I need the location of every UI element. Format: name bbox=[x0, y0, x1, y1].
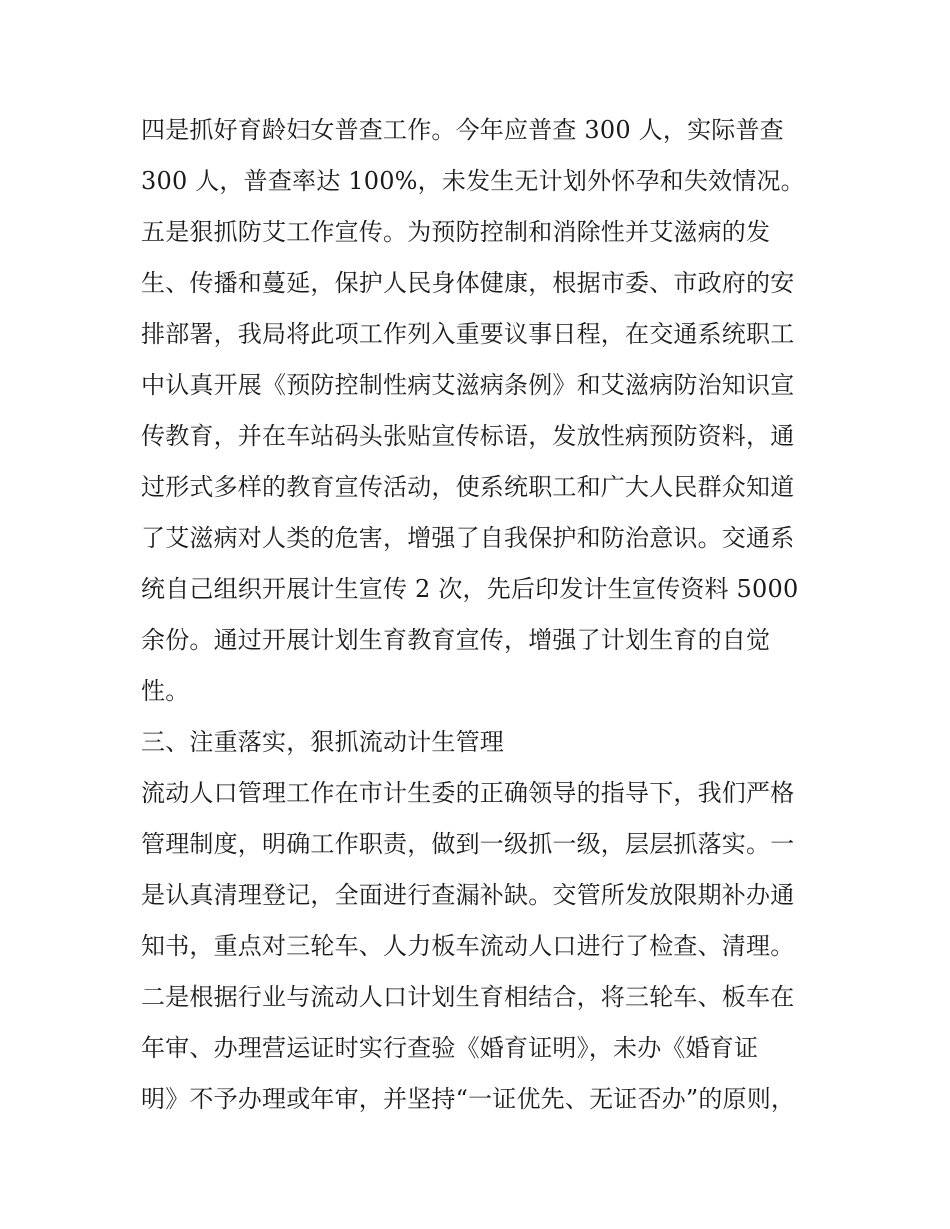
text-line: 中认真开展《预防控制性病艾滋病条例》和艾滋病防治知识宣 bbox=[141, 371, 795, 399]
text-line: 知书，重点对三轮车、人力板车流动人口进行了检查、清理。 bbox=[141, 932, 795, 960]
text-line: 余份。通过开展计划生育教育宣传，增强了计划生育的自觉 bbox=[141, 626, 771, 654]
document-body bbox=[141, 108, 821, 1128]
text-line: 五是狠抓防艾工作宣传。为预防控制和消除性并艾滋病的发 bbox=[141, 218, 771, 246]
text-line: 明》不予办理或年审，并坚持“一证优先、无证否办”的原则， bbox=[141, 1085, 796, 1113]
text-line: 管理制度，明确工作职责，做到一级抓一级，层层抓落实。一 bbox=[141, 830, 795, 858]
text-line: 排部署，我局将此项工作列入重要议事日程，在交通系统职工 bbox=[141, 320, 795, 348]
text-line: 传教育，并在车站码头张贴宣传标语，发放性病预防资料，通 bbox=[141, 422, 795, 450]
section-heading: 三、注重落实，狠抓流动计生管理 bbox=[141, 728, 504, 756]
text-line: 流动人口管理工作在市计生委的正确领导的指导下，我们严格 bbox=[141, 779, 795, 807]
text-line: 生、传播和蔓延，保护人民身体健康，根据市委、市政府的安 bbox=[141, 269, 795, 297]
text-line: 四是抓好育龄妇女普查工作。今年应普查 300 人，实际普查 bbox=[141, 116, 784, 144]
text-line: 300 人，普查率达 100%，未发生无计划外怀孕和失效情况。 bbox=[141, 167, 805, 195]
text-line: 二是根据行业与流动人口计划生育相结合，将三轮车、板车在 bbox=[141, 983, 795, 1011]
text-line: 性。 bbox=[141, 677, 190, 705]
text-line: 是认真清理登记，全面进行查漏补缺。交管所发放限期补办通 bbox=[141, 881, 795, 909]
text-line: 统自己组织开展计生宣传 2 次，先后印发计生宣传资料 5000 bbox=[141, 575, 799, 603]
text-line: 年审、办理营运证时实行查验《婚育证明》，未办《婚育证 bbox=[141, 1034, 759, 1062]
text-line: 了艾滋病对人类的危害，增强了自我保护和防治意识。交通系 bbox=[141, 524, 795, 552]
text-line: 过形式多样的教育宣传活动，使系统职工和广大人民群众知道 bbox=[141, 473, 795, 501]
